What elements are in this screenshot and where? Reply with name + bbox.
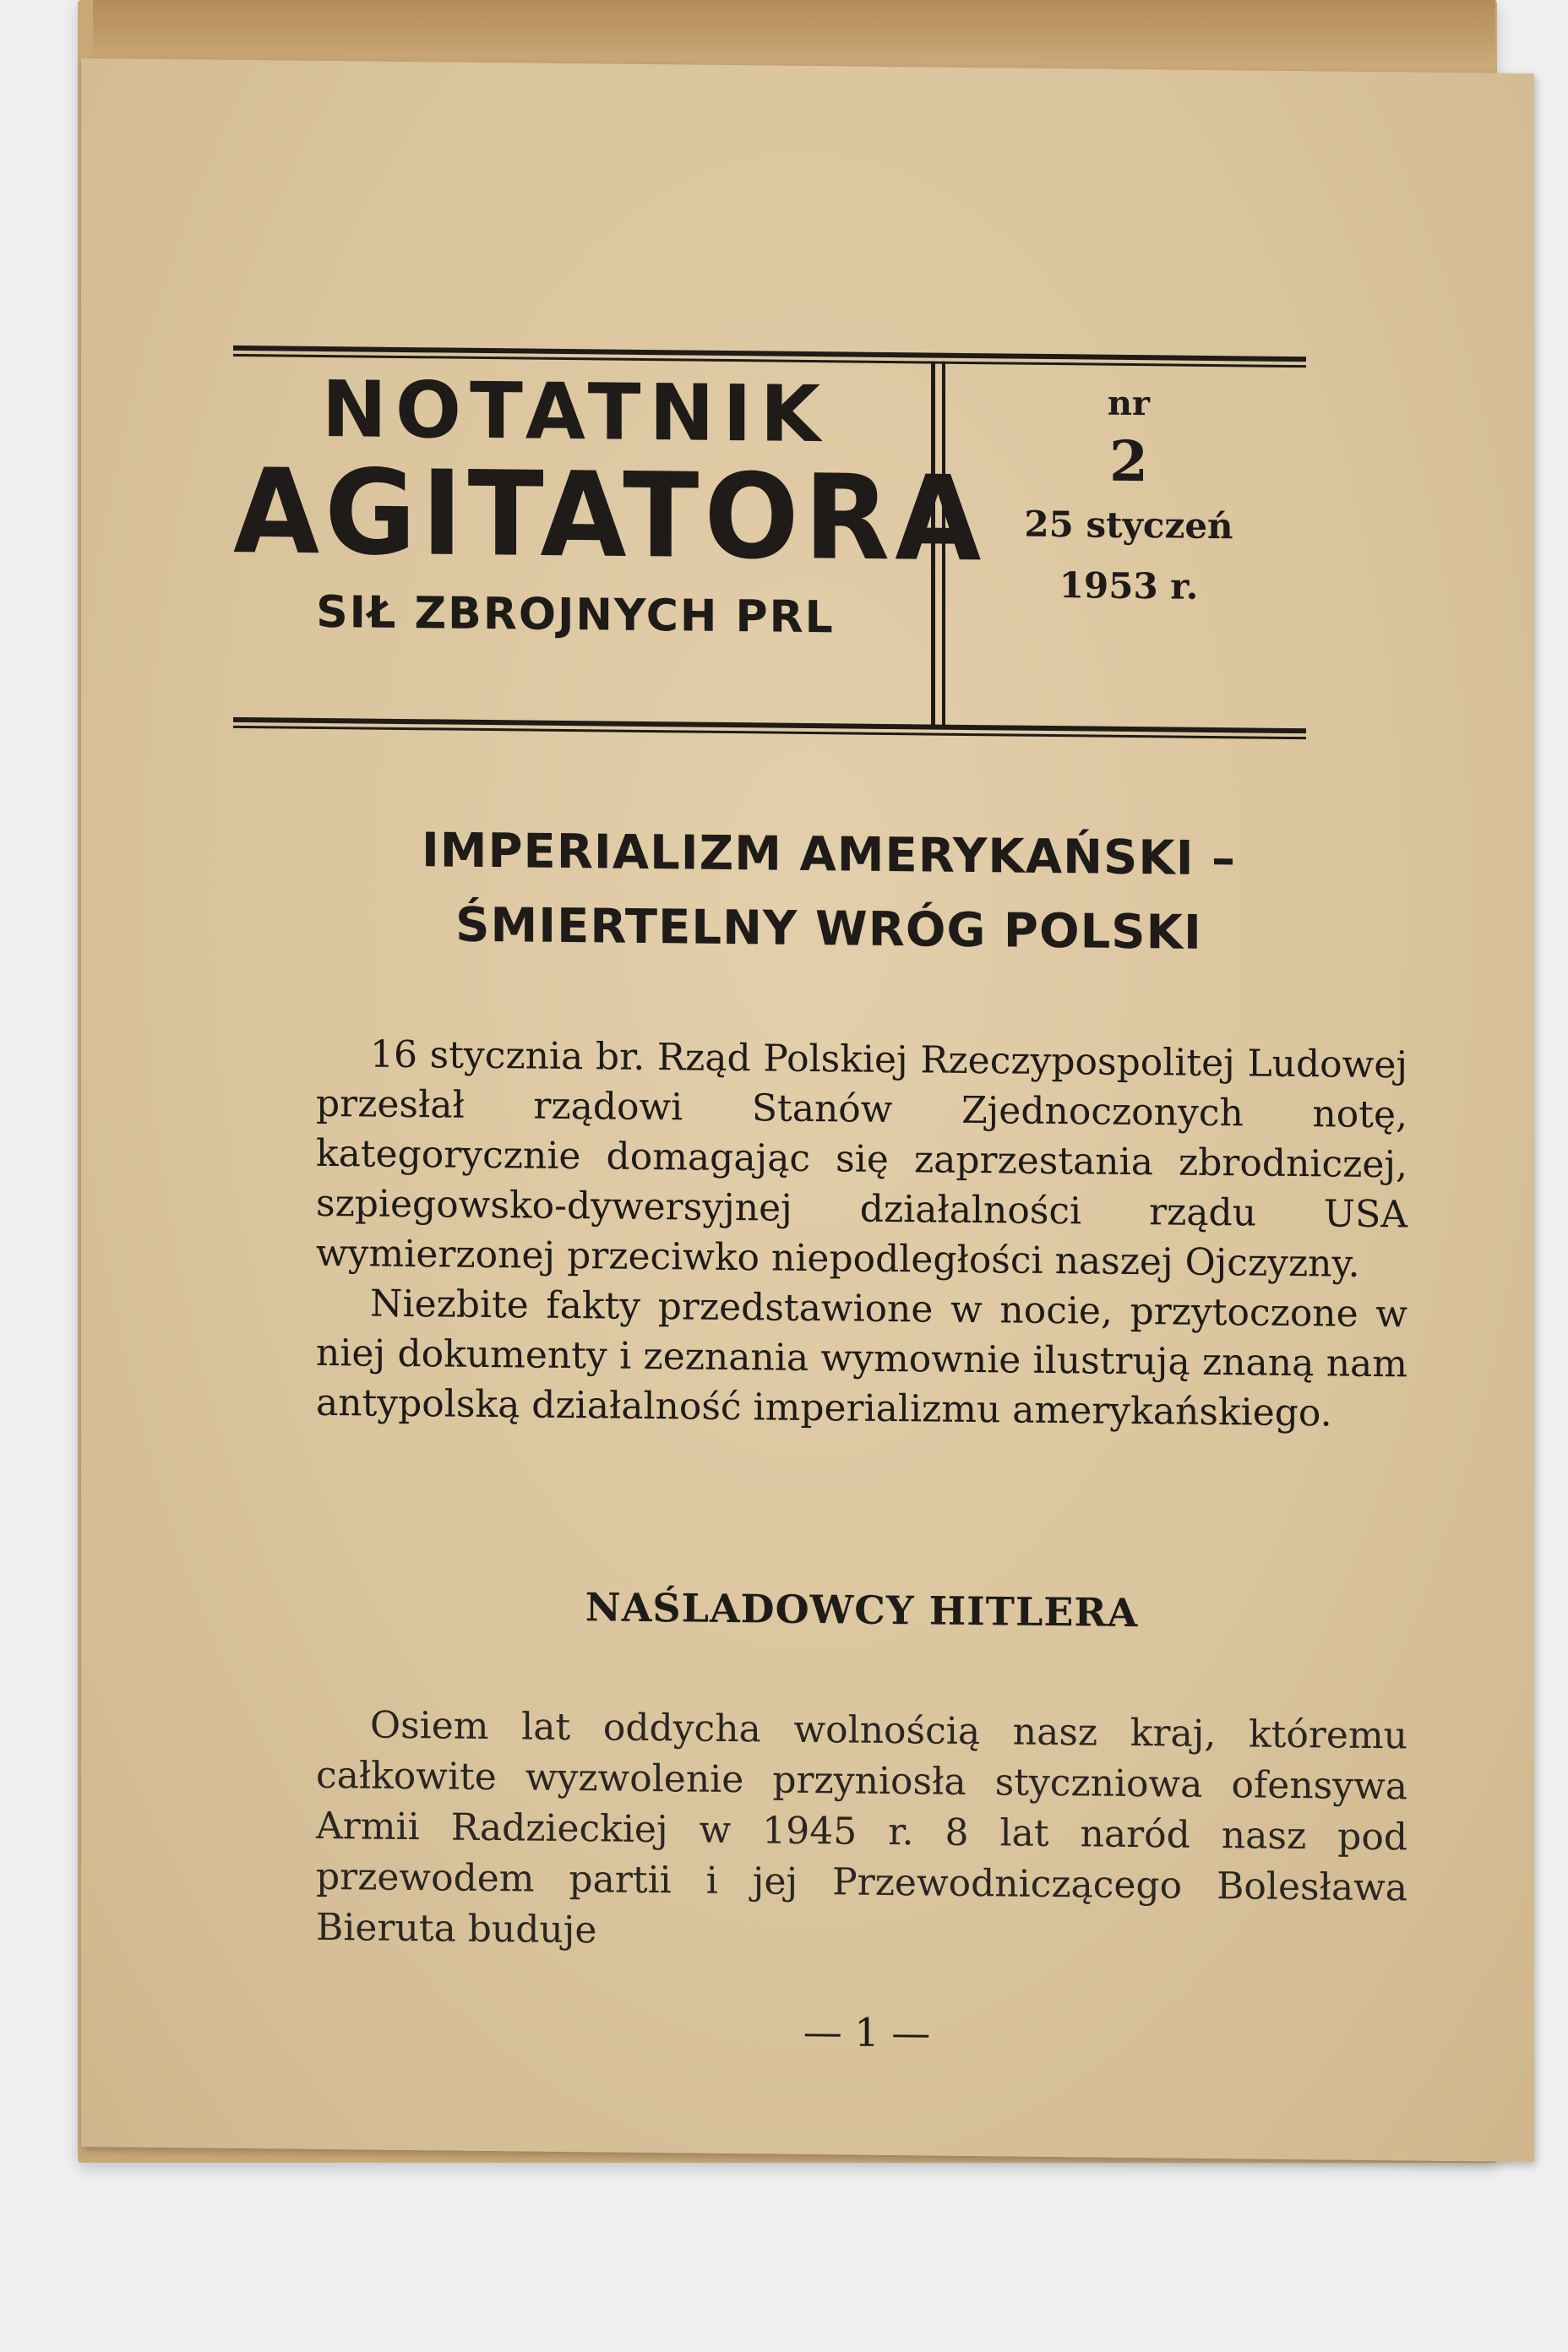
body-paragraph-2: Niezbite fakty przedstawione w nocie, przytoczone w niej dokumenty i zeznania wymownie ilustrują znaną nam antypolską działalność imperializmu amerykańskiego. bbox=[316, 1282, 1407, 1435]
masthead-subtitle: SIŁ ZBROJNYCH PRL bbox=[316, 586, 835, 644]
masthead bbox=[233, 278, 1306, 762]
article-headline bbox=[318, 813, 1340, 972]
masthead-bottom-rule bbox=[233, 717, 1306, 733]
article-body bbox=[316, 1029, 1407, 1440]
headline-line1: IMPERIALIZM AMERYKAŃSKI – bbox=[421, 823, 1237, 887]
masthead-title-line1: NOTATNIK bbox=[321, 363, 830, 460]
issue-date: 25 styczeń bbox=[1024, 503, 1233, 547]
booklet-page bbox=[81, 58, 1534, 2162]
issue-year: 1953 r. bbox=[1059, 564, 1199, 607]
section-body bbox=[316, 1700, 1407, 1965]
issue-number-label: nr bbox=[1107, 383, 1151, 424]
page-number: — 1 — bbox=[803, 2008, 931, 2056]
section-paragraph-1: Osiem lat oddycha wolnością nasz kraj, któremu całkowite wyzwolenie przyniosła styczniowa ofensywa Armii Radzieckiej w 1945 r. 8 lat naród nasz pod przewodem partii i jej Przewodniczącego Bolesława Bieruta buduje bbox=[316, 1703, 1407, 1952]
masthead-issue-block bbox=[951, 378, 1306, 618]
masthead-top-rule bbox=[233, 346, 1306, 362]
headline-line2: ŚMIERTELNY WRÓG POLSKI bbox=[455, 897, 1202, 961]
section-heading: NAŚLADOWCY HITLERA bbox=[585, 1584, 1139, 1636]
issue-number: 2 bbox=[1109, 427, 1148, 495]
body-paragraph-1: 16 stycznia br. Rząd Polskiej Rzeczypospolitej Ludowej przesłał rządowi Stanów Zjednoczonych notę, kategorycznie domagając się zaprzestania zbrodniczej, szpiegowsko-dywersyjnej działalności rządu USA wymierzonej przeciwko niepodległości naszej Ojczyzny. bbox=[316, 1032, 1407, 1286]
masthead-title-block bbox=[233, 362, 987, 656]
masthead-title-line2: AGITATORA bbox=[233, 444, 987, 589]
